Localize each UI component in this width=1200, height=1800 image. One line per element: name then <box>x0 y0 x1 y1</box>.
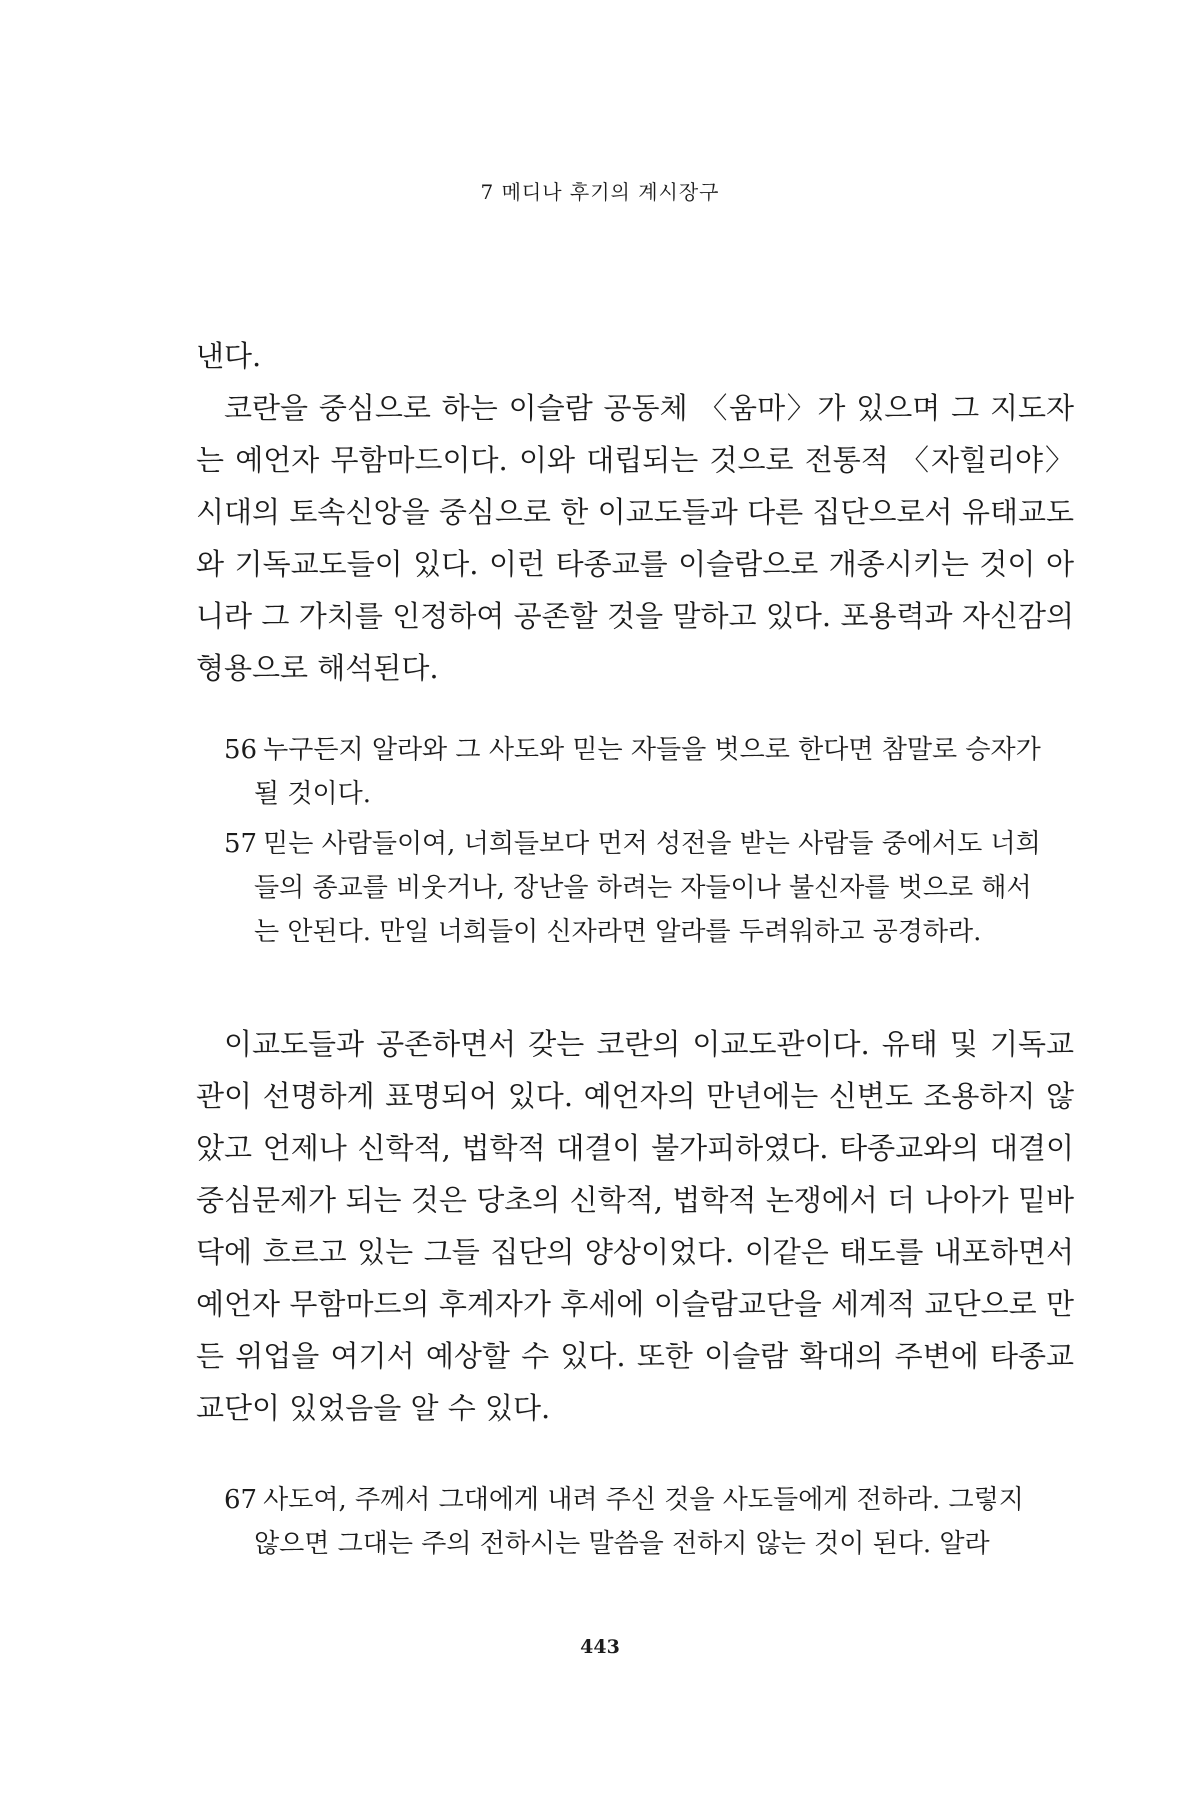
verse-number: 67 <box>224 1485 258 1515</box>
page-number: 443 <box>580 1636 620 1658</box>
verse-number: 57 <box>224 829 258 859</box>
paragraph-continuation: 낸다. <box>196 339 262 373</box>
verse <box>224 728 1054 816</box>
verse-text: 사도여, 주께서 그대에게 내려 주신 것을 사도들에게 전하라. 그렇지 않으면 그대는 주의 전하시는 말씀을 전하지 않는 것이 된다. 알라 <box>254 1485 1024 1559</box>
verse-block-2 <box>224 1478 1054 1572</box>
paragraph: 이교도들과 공존하면서 갖는 코란의 이교도관이다. 유태 및 기독교관이 선명하게 표명되어 있다. 예언자의 만년에는 신변도 조용하지 않았고 언제나 신학적, 법학적 대결이 불가피하였다. 타종교와의 대결이 중심문제가 되는 것은 당초의 신학적, 법학적 논쟁에서 더 나아가 밑바닥에 흐르고 있는 그들 집단의 양상이었다. 이같은 태도를 내포하면서 예언자 무함마드의 후계자가 후세에 이슬람교단을 세계적 교단으로 만든 위업을 여기서 예상할 수 있다. 또한 이슬람 확대의 주변에 타종교 교단이 있었음을 알 수 있다. <box>196 1027 1074 1425</box>
paragraph: 코란을 중심으로 하는 이슬람 공동체 〈움마〉가 있으며 그 지도자는 예언자 무함마드이다. 이와 대립되는 것으로 전통적 〈자힐리야〉 시대의 토속신앙을 중심으로 한 이교도들과 다른 집단으로서 유태교도와 기독교도들이 있다. 이런 타종교를 이슬람으로 개종시키는 것이 아니라 그 가치를 인정하여 공존할 것을 말하고 있다. 포용력과 자신감의 형용으로 해석된다. <box>196 391 1074 685</box>
verse-block-1 <box>224 728 1054 960</box>
running-title: 7 메디나 후기의 계시장구 <box>480 180 720 204</box>
body-text-block-2 <box>196 1018 1074 1434</box>
body-text-block-1 <box>196 330 1074 694</box>
verse-text: 누구든지 알라와 그 사도와 믿는 자들을 벗으로 한다면 참말로 승자가 될 것이다. <box>254 735 1041 809</box>
verse-text: 믿는 사람들이여, 너희들보다 먼저 성전을 받는 사람들 중에서도 너희들의 종교를 비웃거나, 장난을 하려는 자들이나 불신자를 벗으로 해서는 안된다. 만일 너희들이 신자라면 알라를 두려워하고 공경하라. <box>254 829 1041 947</box>
verse <box>224 822 1054 954</box>
verse <box>224 1478 1054 1566</box>
verse-number: 56 <box>224 735 258 765</box>
